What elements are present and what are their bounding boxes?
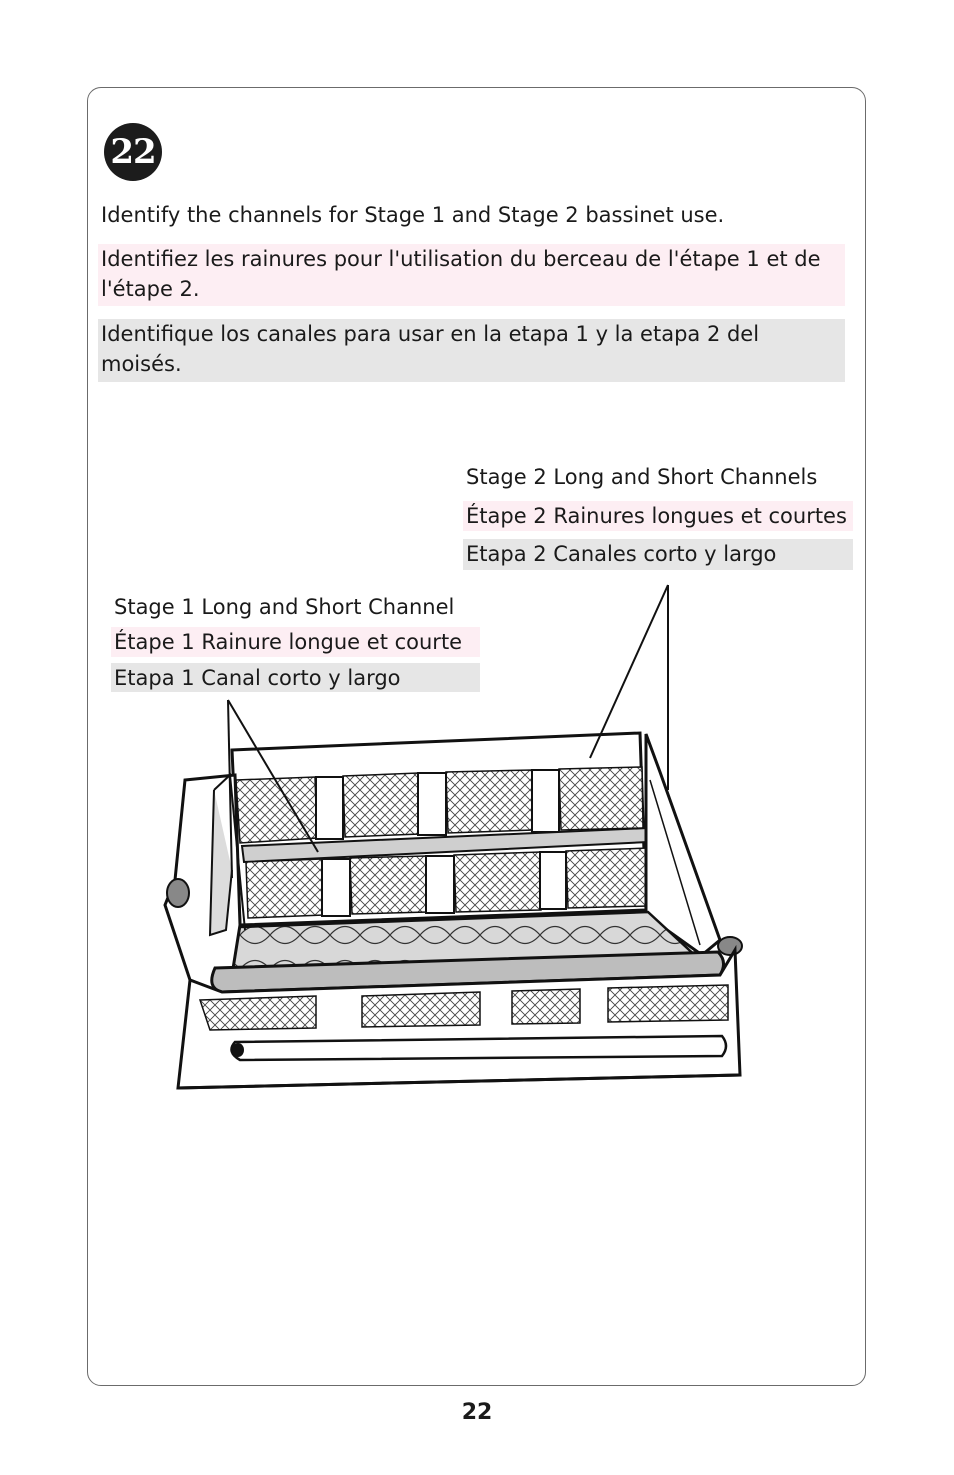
- instruction-english: Identify the channels for Stage 1 and Stage 2 bassinet use.: [101, 203, 725, 227]
- step-number-badge: 22: [104, 123, 162, 181]
- stage1-label-french: Étape 1 Rainure longue et courte: [111, 627, 480, 657]
- stage1-label-spanish: Etapa 1 Canal corto y largo: [111, 663, 480, 692]
- instruction-french: Identifiez les rainures pour l'utilisation du berceau de l'étape 1 et de l'étape 2.: [98, 244, 845, 306]
- stage2-label-french: Étape 2 Rainures longues et courtes: [463, 501, 853, 531]
- instruction-spanish: Identifique los canales para usar en la etapa 1 y la etapa 2 del moisés.: [98, 319, 845, 382]
- stage2-label-english: Stage 2 Long and Short Channels: [466, 465, 818, 489]
- stage1-label-english: Stage 1 Long and Short Channel: [114, 595, 455, 619]
- page-number: 22: [461, 1400, 493, 1425]
- stage2-label-spanish: Etapa 2 Canales corto y largo: [463, 539, 853, 570]
